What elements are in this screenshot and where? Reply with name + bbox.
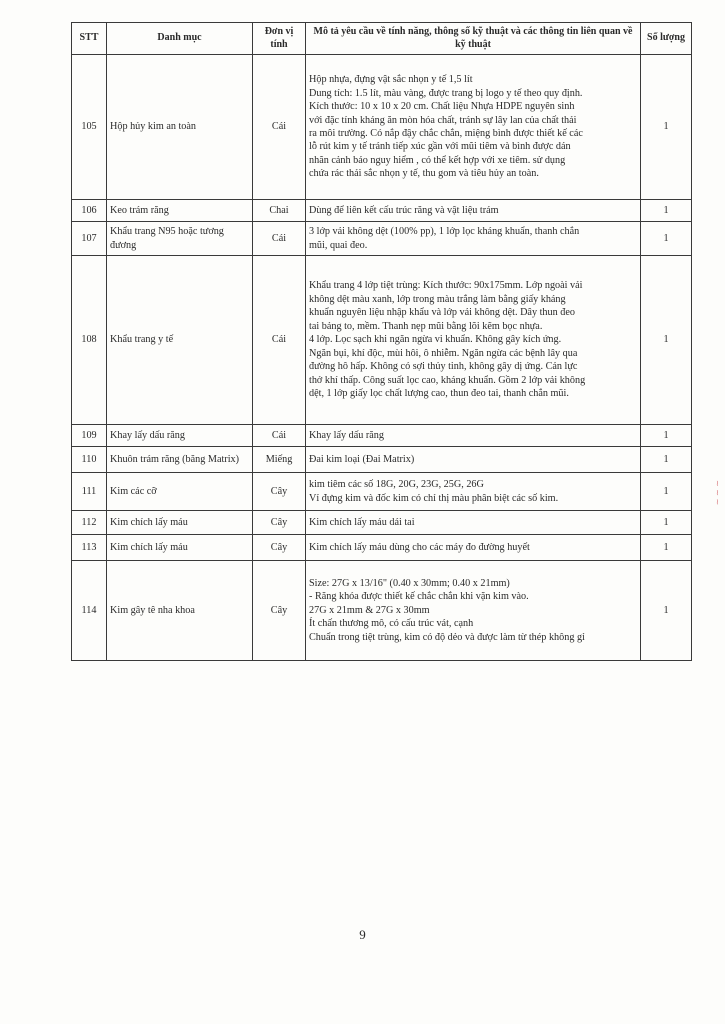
table-row [72,55,692,200]
row-stt: 106 [72,200,107,222]
description-line: nhãn cảnh báo nguy hiểm , có thể kết hợp với xe tiêm. sử dụng [309,154,566,166]
row-unit: Cây [253,473,306,511]
row-stt: 114 [72,561,107,661]
row-quantity: 1 [641,535,692,561]
description-line: ra môi trường. Có nắp đậy chắc chắn, miệng bình được thiết kế các [309,128,583,139]
row-stt: 112 [72,511,107,535]
description-line: Khẩu trang 4 lớp tiệt trùng: Kích thước: 90x175mm. Lớp ngoài vải [309,280,583,292]
description-line: Đai kim loại (Đai Matrix) [309,453,415,465]
row-quantity: 1 [641,447,692,473]
description-line: Kích thước: 10 x 10 x 20 cm. Chất liệu Nhựa HDPE nguyên sinh [309,101,575,113]
description-line: Dùng để liên kết cấu trúc răng và vật liệu trám [309,204,499,216]
description-line: 3 lớp vải không dệt (100% pp), 1 lớp lọc kháng khuẩn, thanh chắn [309,226,580,238]
header-unit: Đơn vị tính [253,23,306,55]
header-quantity: Số lượng [641,23,692,55]
table-row [72,473,692,511]
table-row [72,425,692,447]
row-description [306,447,641,473]
row-stt: 111 [72,473,107,511]
description-line: Chuẩn trong tiệt trùng, kim có độ dẻo và được làm từ thép không gỉ [309,631,585,643]
table-row [72,511,692,535]
row-unit: Miếng [253,447,306,473]
row-name: Khẩu trang y tế [107,256,253,425]
row-unit: Cái [253,55,306,200]
description-line: Kim chích lấy máu dùng cho các máy đo đường huyết [309,541,530,553]
row-description [306,425,641,447]
description-line: Hộp nhựa, đựng vật sắc nhọn y tế 1,5 lít [309,74,473,86]
row-unit: Cây [253,561,306,661]
row-quantity: 1 [641,256,692,425]
row-description [306,535,641,561]
description-line: lỗ rút kim y tế tránh tiếp xúc gần với mũi tiêm và bình được dán [309,141,571,153]
description-line: tai bảng to, mềm. Thanh nẹp mũi bằng lõi kẽm bọc nhựa. [309,320,543,332]
header-description: Mô tả yêu cầu về tính năng, thông số kỹ thuật và các thông tin liên quan về kỹ thuật [306,23,641,55]
description-line: đường hô hấp. Không có sợi thủy tinh, không gây dị ứng. Cản lực [309,361,578,373]
row-description [306,511,641,535]
description-line: 27G x 21mm & 27G x 30mm [309,604,430,616]
row-quantity: 1 [641,511,692,535]
table-row [72,447,692,473]
description-line: Ít chấn thương mô, có cấu trúc vát, cạnh [309,618,474,630]
row-quantity: 1 [641,561,692,661]
row-unit: Cây [253,511,306,535]
description-line: dệt, 1 lớp giấy lọc chất lượng cao, thun đeo tai, thanh chắn mũi. [309,388,569,400]
row-stt: 110 [72,447,107,473]
description-line: Size: 27G x 13/16" (0.40 x 30mm; 0.40 x 21mm) [309,577,510,589]
row-stt: 105 [72,55,107,200]
table-row [72,535,692,561]
row-quantity: 1 [641,473,692,511]
page-number: 9 [359,927,366,942]
description-line: Khay lấy dấu răng [309,429,384,441]
row-name: Khuôn trám răng (băng Matrix) [107,447,253,473]
row-name: Khẩu trang N95 hoặc tương đương [107,222,253,256]
row-unit: Cái [253,222,306,256]
margin-annotation: ~ ~ ~ [713,480,722,506]
table-row [72,561,692,661]
row-name: Hộp hủy kim an toàn [107,55,253,200]
table-row [72,222,692,256]
row-description [306,256,641,425]
description-line: khuẩn nguyên liệu nhập khẩu và lớp vải không dệt. Dây thun đeo [309,307,575,319]
row-quantity: 1 [641,200,692,222]
row-unit: Cây [253,535,306,561]
description-line: mũi, quai đeo. [309,239,368,251]
description-line: - Răng khóa được thiết kế chắc chắn khi vặn kim vào. [309,591,529,603]
header-category: Danh mục [107,23,253,55]
row-description [306,222,641,256]
row-name: Kim chích lấy máu [107,511,253,535]
row-stt: 108 [72,256,107,425]
row-description [306,55,641,200]
row-quantity: 1 [641,425,692,447]
description-line: kim tiêm các số 18G, 20G, 23G, 25G, 26G [309,479,484,491]
row-unit: Chai [253,200,306,222]
row-stt: 113 [72,535,107,561]
description-line: với đặc tính kháng ăn mòn hóa chất, tránh sự lây lan của chất thải [309,114,577,126]
row-description [306,561,641,661]
row-stt: 109 [72,425,107,447]
description-line: Vỉ đựng kim và đốc kim có chỉ thị màu phân biệt các số kim. [309,492,559,504]
row-quantity: 1 [641,55,692,200]
row-unit: Cái [253,256,306,425]
table-row [72,200,692,222]
row-description [306,473,641,511]
row-name: Kim chích lấy máu [107,535,253,561]
description-line: thở khí thấp. Công suất lọc cao, kháng khuẩn. Gồm 2 lớp vải không [309,374,586,386]
description-line: chứa rác thải sắc nhọn y tế, thu gom và tiêu hủy an toàn. [309,168,539,180]
row-name: Keo trám răng [107,200,253,222]
description-line: Ngăn bụi, khí độc, mùi hôi, ô nhiễm. Ngăn ngừa các bệnh lây qua [309,347,578,359]
description-line: Dung tích: 1.5 lít, màu vàng, được trang bị logo y tế theo quy định. [309,87,583,99]
header-stt: STT [72,23,107,55]
row-name: Kim các cỡ [107,473,253,511]
row-name: Kim gây tê nha khoa [107,561,253,661]
row-description [306,200,641,222]
table-row [72,256,692,425]
row-quantity: 1 [641,222,692,256]
row-unit: Cái [253,425,306,447]
specification-table [71,22,692,661]
description-line: không dệt màu xanh, lớp trong màu trắng làm bằng giấy kháng [309,293,566,305]
row-stt: 107 [72,222,107,256]
description-line: Kim chích lấy máu dái tai [309,516,415,528]
row-name: Khay lấy dấu răng [107,425,253,447]
description-line: 4 lớp. Lọc sạch khi ngăn ngừa vi khuẩn. Không gây kích ứng. [309,334,562,346]
